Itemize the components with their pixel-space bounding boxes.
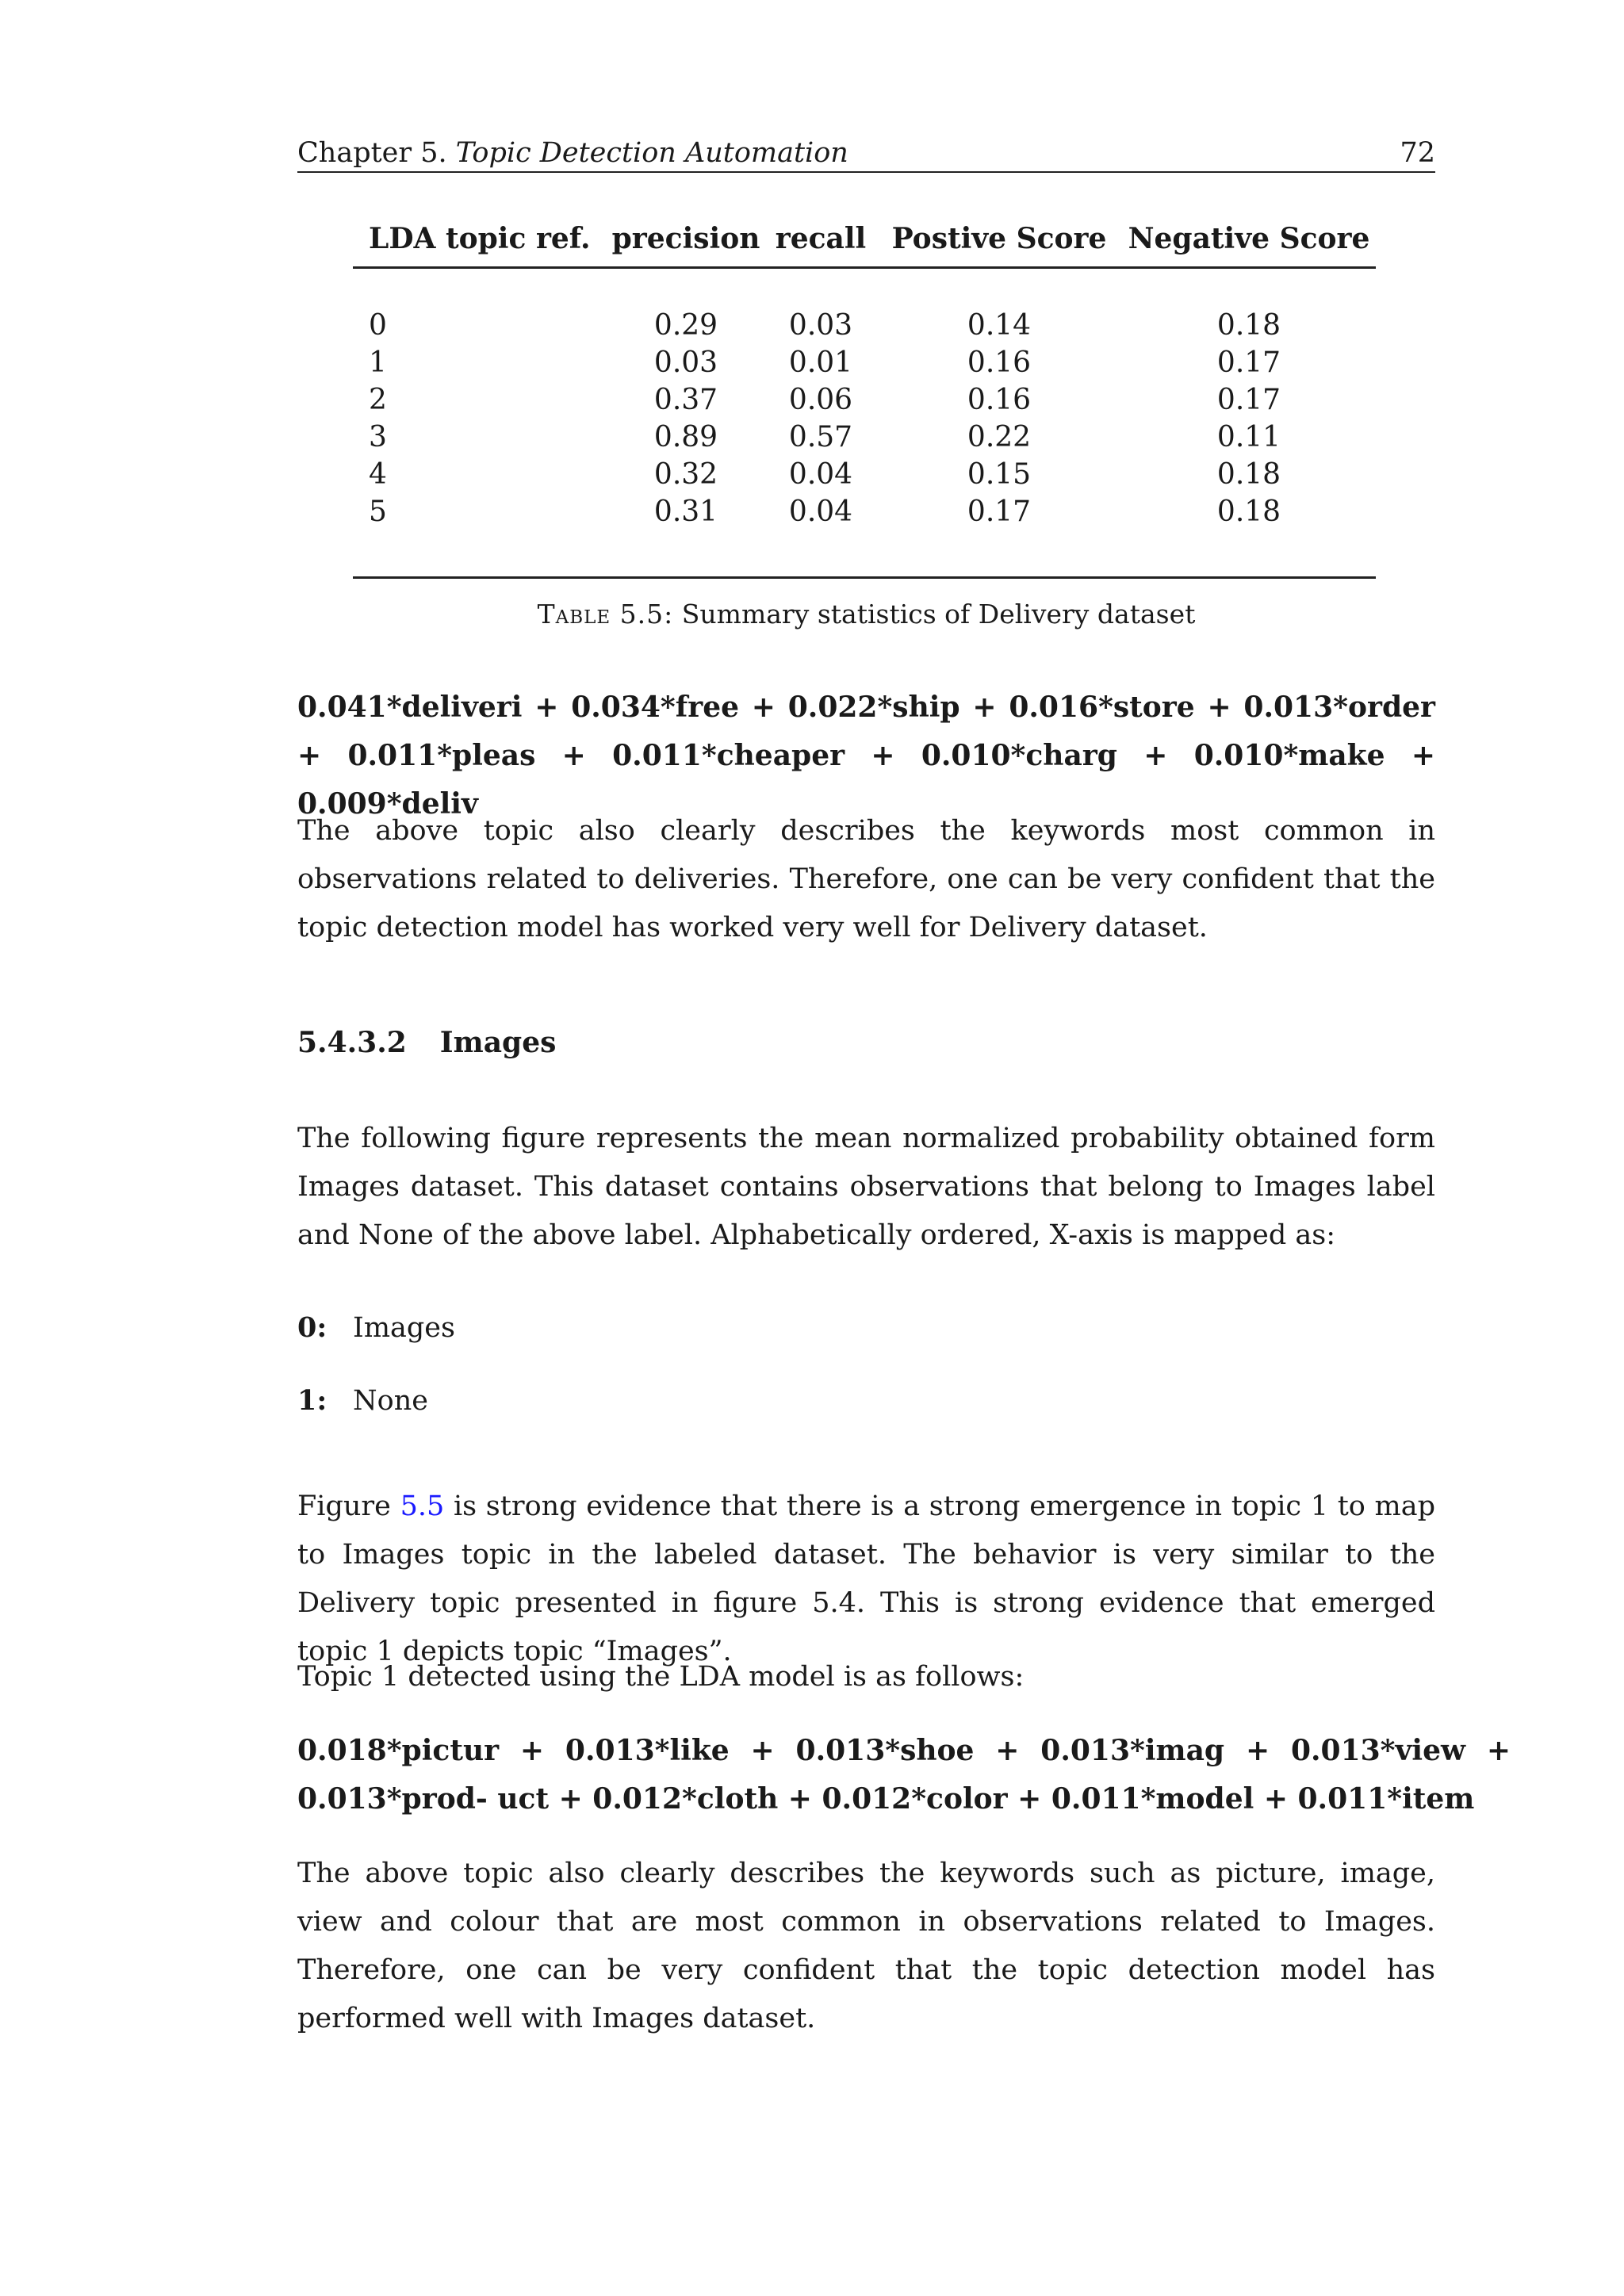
table-row xyxy=(353,493,1376,530)
figure-reference-link[interactable]: 5.5 xyxy=(400,1490,445,1522)
table-cell: 3 xyxy=(369,421,387,453)
paragraph-delivery-conclusion: The above topic also clearly describes the keywords most common in observations related to deliveries. Therefore, one can be very confident that the topic detection model has worked very well for Delivery dataset. xyxy=(297,815,1435,943)
table-cell: 0.17 xyxy=(1216,384,1281,416)
table-cell: 0.22 xyxy=(967,421,1032,453)
table-row xyxy=(353,344,1376,381)
table-cell: 0.29 xyxy=(653,309,718,342)
table-caption-label: Table 5.5: xyxy=(537,599,674,629)
table-row xyxy=(353,456,1376,493)
table-cell: 0.03 xyxy=(653,346,718,379)
table-cell: 0.06 xyxy=(788,384,853,416)
table-cell: 0.57 xyxy=(788,421,853,453)
table-cell: 0.04 xyxy=(788,458,853,491)
table-cell: 0.01 xyxy=(788,346,853,379)
page-number: 72 xyxy=(1400,137,1435,169)
list-item xyxy=(297,1381,455,1421)
column-header: recall xyxy=(765,219,876,268)
list-item xyxy=(297,1308,455,1348)
column-header: Negative Score xyxy=(1122,219,1376,268)
column-header: Postive Score xyxy=(876,219,1122,268)
table-cell: 0.32 xyxy=(653,458,718,491)
table-cell: 0.15 xyxy=(967,458,1032,491)
paragraph-figure-evidence xyxy=(297,1483,1435,1676)
chapter-label xyxy=(297,135,848,171)
paragraph-topic1-intro: Topic 1 detected using the LDA model is as follows: xyxy=(297,1661,1025,1693)
table-cell: 0.11 xyxy=(1216,421,1281,453)
table-cell: 4 xyxy=(369,458,387,491)
table-cell: 0.18 xyxy=(1216,309,1281,342)
section-number: 5.4.3.2 xyxy=(297,1026,407,1059)
axis-mapping-list xyxy=(297,1308,455,1454)
figure-rest-text: is strong evidence that there is a strong emergence in topic 1 to map to Images topic in the labeled dataset. The behavior is very similar to the Delivery topic presented in figure 5.4. This is strong evidence that emerged topic 1 depicts topic “Images”. xyxy=(297,1490,1435,1667)
summary-statistics-table xyxy=(353,219,1376,579)
table-row xyxy=(353,419,1376,456)
table-cell: 0.18 xyxy=(1216,496,1281,528)
table-cell: 0.17 xyxy=(967,496,1032,528)
table-cell: 0.31 xyxy=(653,496,718,528)
table-cell: 0.89 xyxy=(653,421,718,453)
mapping-key: 1: xyxy=(297,1384,327,1417)
mapping-key: 0: xyxy=(297,1311,327,1344)
table-cell: 0.03 xyxy=(788,309,853,342)
table-row xyxy=(353,307,1376,344)
figure-prefix-text: Figure xyxy=(297,1490,400,1522)
column-header: precision xyxy=(607,219,765,268)
running-header xyxy=(297,135,1435,173)
table-cell: 0.17 xyxy=(1216,346,1281,379)
table-cell: 1 xyxy=(369,346,387,379)
images-topic-formula: 0.018*pictur + 0.013*like + 0.013*shoe + 0.013*imag + 0.013*view + 0.013*prod- uct + 0.012*cloth + 0.012*color + 0.011*model + 0.011*item xyxy=(297,1734,1511,1816)
table-header-row xyxy=(353,219,1376,268)
chapter-number: Chapter 5. xyxy=(297,137,447,169)
paragraph-images-conclusion: The above topic also clearly describes the keywords such as picture, image, view and colour that are most common in observations related to Images. Therefore, one can be very confident that the topic detection model has performed well with Images dataset. xyxy=(297,1858,1435,2034)
table-cell: 5 xyxy=(369,496,387,528)
chapter-title: Topic Detection Automation xyxy=(455,137,848,169)
summary-table-container xyxy=(353,219,1376,579)
table-cell: 0 xyxy=(369,309,387,342)
table-row xyxy=(353,381,1376,419)
table-caption xyxy=(297,596,1435,633)
mapping-value: None xyxy=(353,1385,428,1417)
table-cell: 0.37 xyxy=(653,384,718,416)
delivery-topic-formula: 0.041*deliveri + 0.034*free + 0.022*ship + 0.016*store + 0.013*order + 0.011*pleas + 0.011*cheaper + 0.010*charg + 0.010*make + 0.009*deliv xyxy=(297,691,1435,821)
table-cell: 0.16 xyxy=(967,346,1032,379)
mapping-value: Images xyxy=(353,1312,455,1344)
section-title: Images xyxy=(439,1026,557,1059)
column-header: LDA topic ref. xyxy=(353,219,607,268)
table-cell: 2 xyxy=(369,384,387,416)
table-cell: 0.16 xyxy=(967,384,1032,416)
table-cell: 0.14 xyxy=(967,309,1032,342)
section-heading xyxy=(297,1023,556,1062)
table-cell: 0.18 xyxy=(1216,458,1281,491)
table-caption-text: Summary statistics of Delivery dataset xyxy=(681,599,1196,629)
table-cell: 0.04 xyxy=(788,496,853,528)
paragraph-images-intro: The following figure represents the mean normalized probability obtained form Images dataset. This dataset contains observations that belong to Images label and None of the above label. Alphabetically ordered, X-axis is mapped as: xyxy=(297,1123,1435,1251)
